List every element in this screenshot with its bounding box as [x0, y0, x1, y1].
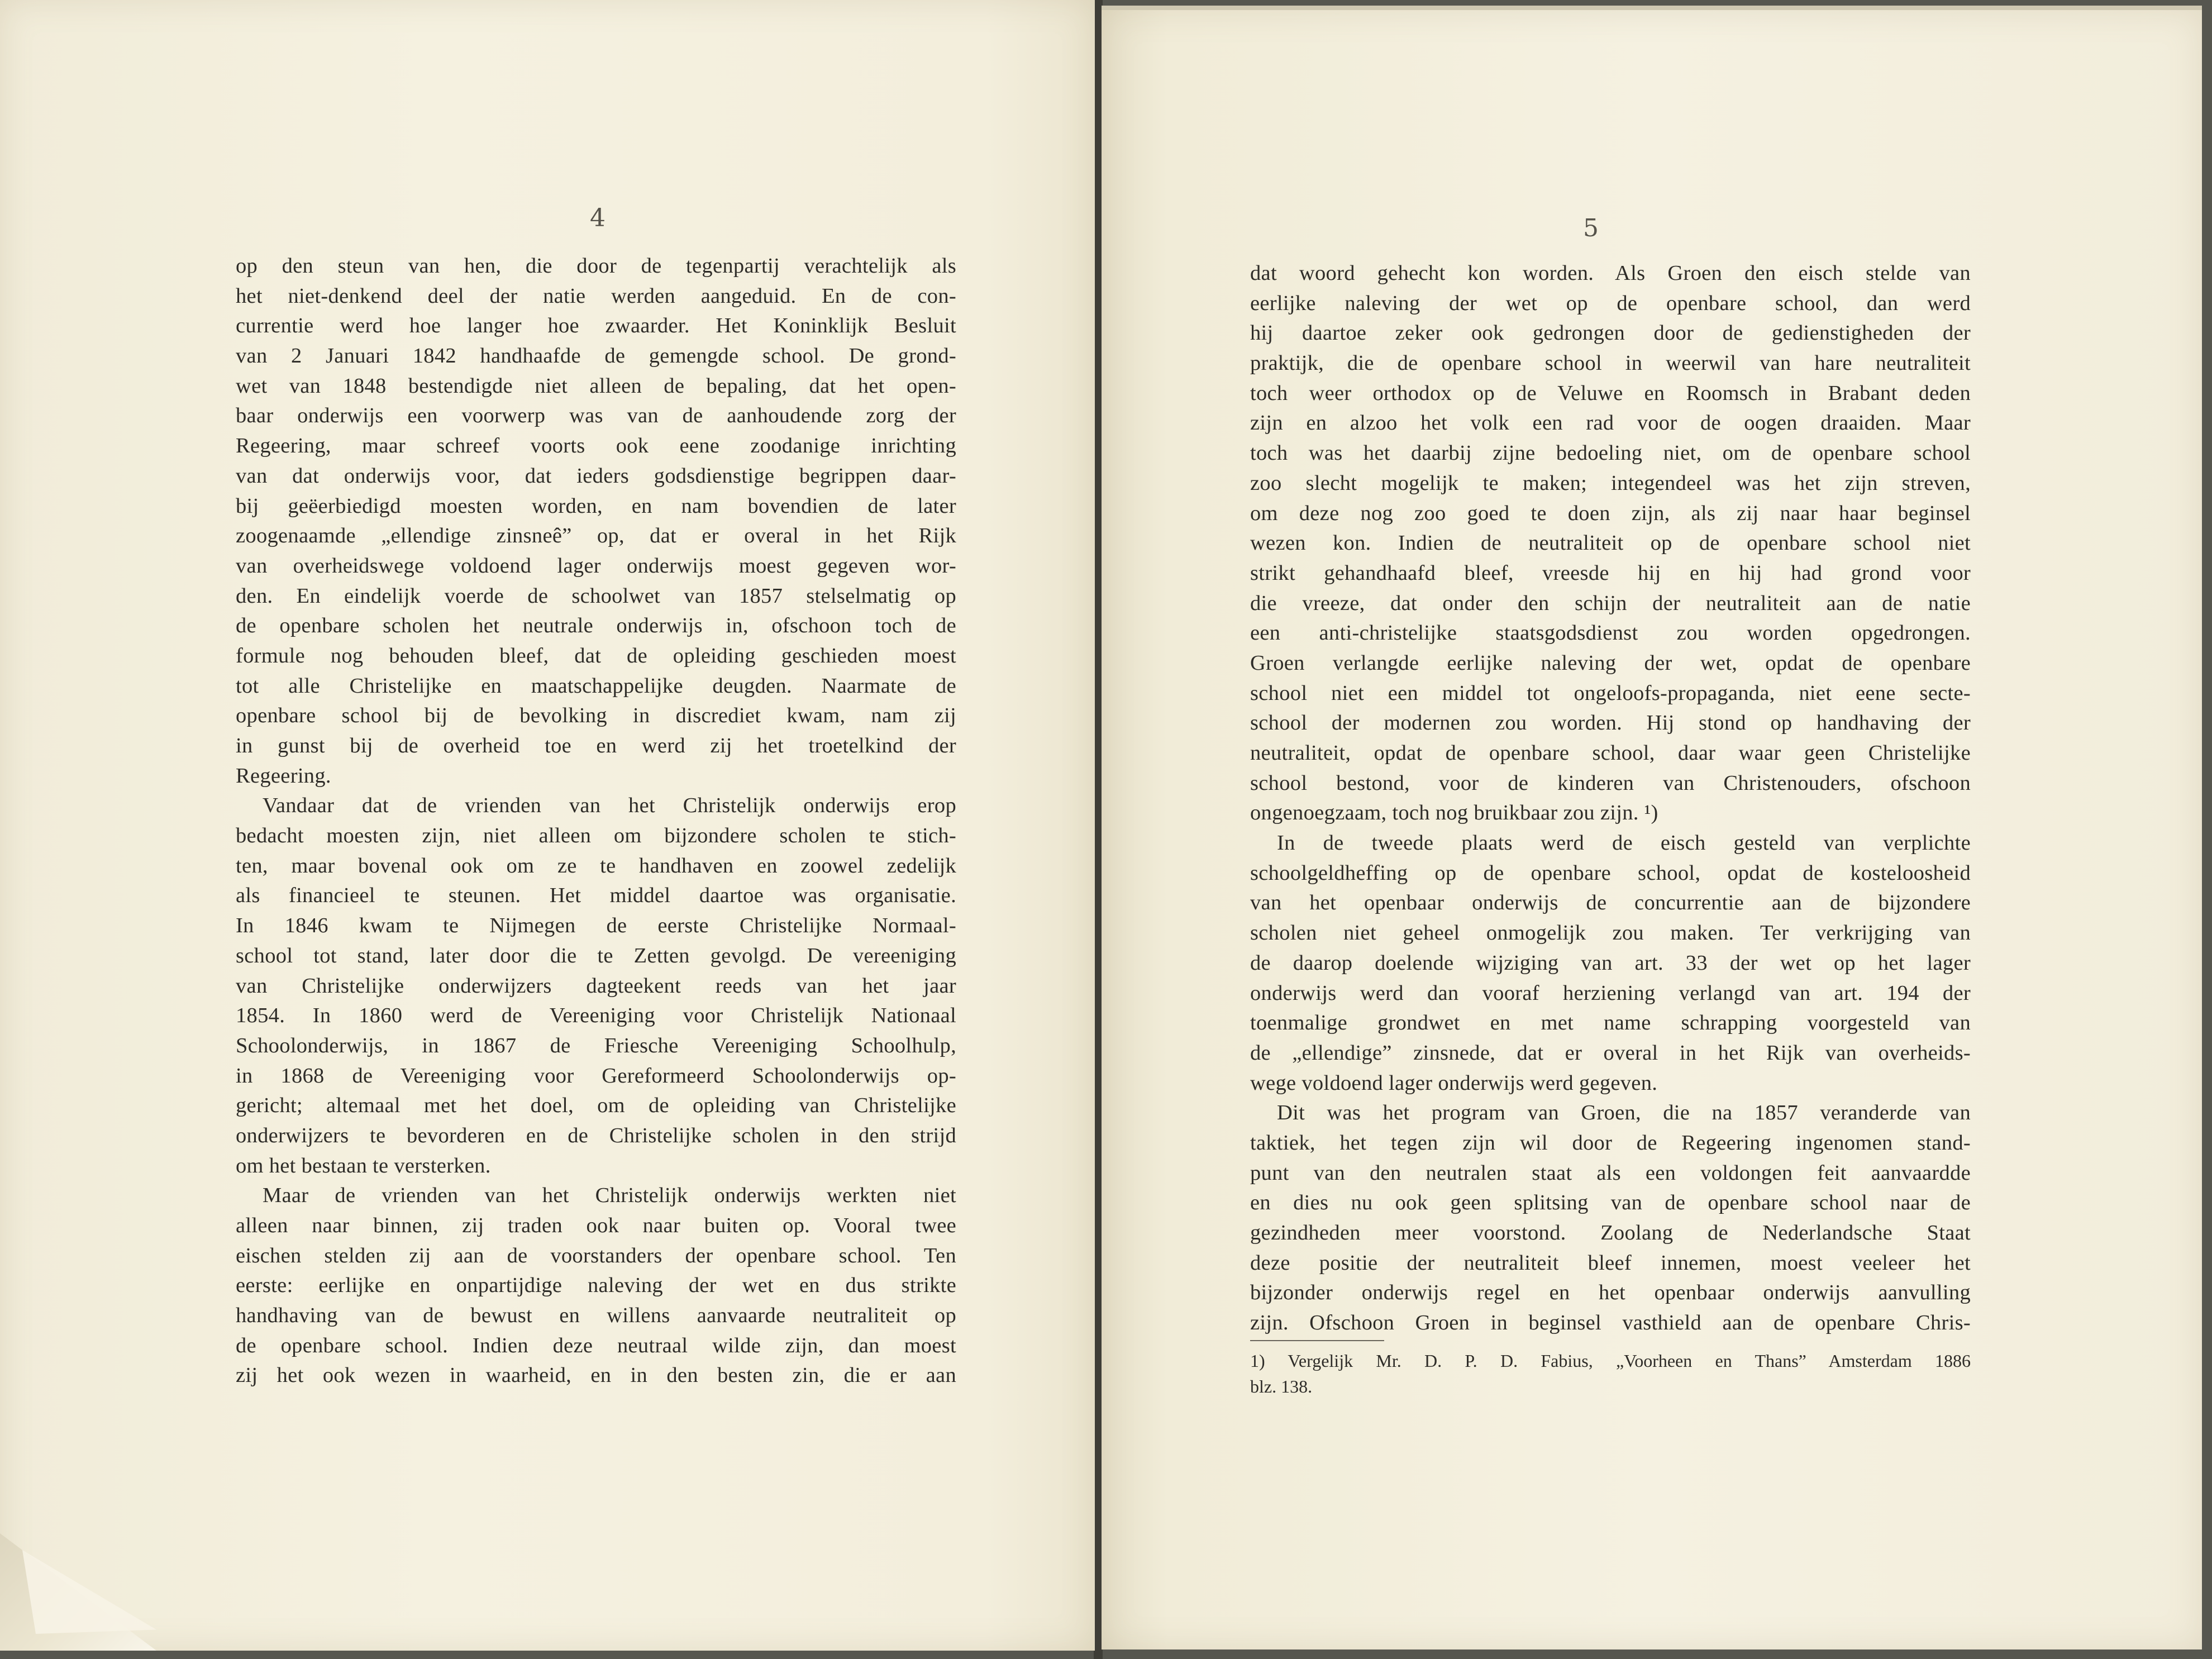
- text-line: zoo slecht mogelijk te maken; integendeel was het zijn streven,: [1250, 471, 1971, 495]
- text-line: van 2 Januari 1842 handhaafde de gemengde school. De grond-: [236, 344, 956, 368]
- text-line: scholen niet geheel onmogelijk zou maken. Ter verkrijging van: [1250, 921, 1971, 945]
- left-page-body: [236, 251, 956, 1391]
- text-line: 1854. In 1860 werd de Vereeniging voor Christelijk Nationaal: [236, 1004, 956, 1028]
- text-line: praktijk, die de openbare school in weerwil van hare neutraliteit: [1250, 351, 1971, 375]
- text-line: op den steun van hen, die door de tegenpartij verachtelijk als: [236, 254, 956, 278]
- text-line: wege voldoend lager onderwijs werd gegeven.: [1250, 1071, 1658, 1095]
- text-line: bedacht moesten zijn, niet alleen om bijzondere scholen te stich-: [236, 824, 956, 848]
- text-line: school tot stand, later door die te Zetten gevolgd. De vereeniging: [236, 943, 956, 967]
- text-line: In 1846 kwam te Nijmegen de eerste Christelijke Normaal-: [236, 914, 956, 938]
- text-line: Regeering, maar schreef voorts ook eene zoodanige inrichting: [236, 434, 956, 458]
- text-line: neutraliteit, opdat de openbare school, daar waar geen Christelijke: [1250, 741, 1971, 765]
- text-line: Groen verlangde eerlijke naleving der wet, opdat de openbare: [1250, 651, 1971, 675]
- text-line: formule nog behouden bleef, dat de opleiding geschieden moest: [236, 643, 956, 668]
- text-line: Schoolonderwijs, in 1867 de Friesche Vereeniging Schoolhulp,: [236, 1033, 956, 1057]
- text-line: Vandaar dat de vrienden van het Christelijk onderwijs erop: [263, 794, 956, 818]
- text-line: den. En eindelijk voerde de schoolwet van 1857 stelselmatig op: [236, 584, 956, 608]
- text-line: toch was het daarbij zijne bedoeling niet, om de openbare school: [1250, 441, 1971, 465]
- footnote-line: blz. 138.: [1250, 1376, 1313, 1396]
- text-line: wet van 1848 bestendigde niet alleen de bepaling, dat het open-: [236, 374, 956, 398]
- text-line: strikt gehandhaafd bleef, vreesde hij en hij had grond voor: [1250, 561, 1971, 585]
- text-line: tot alle Christelijke en maatschappelijke deugden. Naarmate de: [236, 674, 956, 698]
- text-line: wezen kon. Indien de neutraliteit op de openbare school niet: [1250, 531, 1971, 555]
- text-line: de „ellendige” zinsnede, dat er overal in het Rijk van overheids-: [1250, 1041, 1971, 1065]
- text-line: alleen naar binnen, zij traden ook naar buiten op. Vooral twee: [236, 1214, 956, 1237]
- text-line: van het openbaar onderwijs de concurrentie aan de bijzondere: [1250, 891, 1971, 915]
- footnote-rule: [1250, 1340, 1384, 1341]
- text-line: toenmalige grondwet en met name schrapping voorgesteld van: [1250, 1011, 1971, 1035]
- text-line: als financieel te steunen. Het middel daartoe was organisatie.: [236, 884, 956, 908]
- text-line: een anti-christelijke staatsgodsdienst zou worden opgedrongen.: [1250, 621, 1971, 645]
- text-line: ongenoegzaam, toch nog bruikbaar zou zijn. ¹): [1250, 801, 1658, 825]
- text-line: gezindheden meer voorstond. Zoolang de Nederlandsche Staat: [1250, 1221, 1971, 1245]
- text-line: punt van den neutralen staat als een voldongen feit aanvaardde: [1250, 1161, 1971, 1185]
- text-line: bijzonder onderwijs regel en het openbaar onderwijs aanvulling: [1250, 1281, 1971, 1305]
- footnote-line: 1) Vergelijk Mr. D. P. D. Fabius, „Voorheen en Thans” Amsterdam 1886: [1250, 1351, 1971, 1371]
- text-line: zijn. Ofschoon Groen in beginsel vasthield aan de openbare Chris-: [1250, 1311, 1971, 1335]
- text-line: en dies nu ook geen splitsing van de openbare school naar de: [1250, 1191, 1971, 1215]
- text-line: in gunst bij de overheid toe en werd zij het troetelkind der: [236, 734, 956, 757]
- text-line: schoolgeldheffing op de openbare school, opdat de kosteloosheid: [1250, 861, 1971, 885]
- left-page: [0, 0, 1095, 1651]
- text-line: het niet-denkend deel der natie werden aangeduid. En de con-: [236, 284, 956, 308]
- text-line: Maar de vrienden van het Christelijk onderwijs werkten niet: [263, 1184, 956, 1208]
- text-line: eerlijke naleving der wet op de openbare school, dan werd: [1250, 291, 1971, 315]
- text-line: In de tweede plaats werd de eisch gesteld van verplichte: [1277, 831, 1971, 855]
- text-line: ten, maar bovenal ook om ze te handhaven en zoowel zedelijk: [236, 854, 956, 878]
- text-line: eischen stelden zij aan de voorstanders der openbare school. Ten: [236, 1243, 956, 1267]
- page-number: 5: [1583, 214, 1599, 242]
- text-line: onderwijzers te bevorderen en de Christelijke scholen in den strijd: [236, 1123, 956, 1147]
- text-line: Regeering.: [236, 764, 331, 788]
- text-line: gericht; altemaal met het doel, om de opleiding van Christelijke: [236, 1094, 956, 1118]
- text-line: onderwijs werd dan vooraf herziening verlangd van art. 194 der: [1250, 981, 1971, 1005]
- text-line: om het bestaan te versterken.: [236, 1153, 491, 1177]
- text-line: zijn en alzoo het volk een rad voor de oogen draaiden. Maar: [1250, 411, 1971, 435]
- text-line: om deze nog zoo goed te doen zijn, als zij naar haar beginsel: [1250, 501, 1971, 525]
- text-line: school bestond, voor de kinderen van Christenouders, ofschoon: [1250, 771, 1971, 795]
- text-line: die vreeze, dat onder den schijn der neutraliteit aan de natie: [1250, 591, 1971, 615]
- text-line: van Christelijke onderwijzers dagteekent reeds van het jaar: [236, 974, 956, 998]
- text-line: Dit was het program van Groen, die na 1857 veranderde van: [1277, 1101, 1971, 1125]
- text-line: de daarop doelende wijziging van art. 33 der wet op het lager: [1250, 951, 1971, 975]
- text-line: openbare school bij de bevolking in discrediet kwam, nam zij: [236, 704, 956, 728]
- text-line: van overheidswege voldoend lager onderwijs moest gegeven wor-: [236, 554, 956, 578]
- text-line: dat woord gehecht kon worden. Als Groen den eisch stelde van: [1250, 261, 1971, 285]
- footnote: [1250, 1348, 1971, 1399]
- text-line: school der modernen zou worden. Hij stond op handhaving der: [1250, 711, 1971, 735]
- text-line: de openbare scholen het neutrale onderwijs in, ofschoon toch de: [236, 614, 956, 638]
- text-line: van dat onderwijs voor, dat ieders godsdienstige begrippen daar-: [236, 464, 956, 488]
- text-line: taktiek, het tegen zijn wil door de Regeering ingenomen stand-: [1250, 1131, 1971, 1155]
- corner-fold-highlight: [22, 1550, 156, 1634]
- text-line: bij geëerbiedigd moesten worden, en nam bovendien de later: [236, 494, 956, 518]
- right-page: [1102, 10, 2202, 1650]
- text-line: de openbare school. Indien deze neutraal wilde zijn, dan moest: [236, 1333, 956, 1357]
- text-line: in 1868 de Vereeniging voor Gereformeerd Schoolonderwijs op-: [236, 1064, 956, 1088]
- text-line: eerste: eerlijke en onpartijdige naleving der wet en dus strikte: [236, 1274, 956, 1298]
- text-line: currentie werd hoe langer hoe zwaarder. Het Koninklijk Besluit: [236, 314, 956, 338]
- text-line: deze positie der neutraliteit bleef innemen, moest veeleer het: [1250, 1251, 1971, 1275]
- text-line: baar onderwijs een voorwerp was van de aanhoudende zorg der: [236, 404, 956, 428]
- text-line: school niet een middel tot ongeloofs-propaganda, niet eene secte-: [1250, 681, 1971, 705]
- right-page-body: [1250, 259, 1971, 1338]
- text-line: toch weer orthodox op de Veluwe en Roomsch in Brabant deden: [1250, 381, 1971, 405]
- page-number: 4: [590, 204, 606, 232]
- text-line: handhaving van de bewust en willens aanvaarde neutraliteit op: [236, 1304, 956, 1328]
- text-line: zoogenaamde „ellendige zinsneê” op, dat er overal in het Rijk: [236, 524, 956, 548]
- text-line: hij daartoe zeker ook gedrongen door de gedienstigheden der: [1250, 321, 1971, 345]
- text-line: zij het ook wezen in waarheid, en in den besten zin, die er aan: [236, 1364, 956, 1388]
